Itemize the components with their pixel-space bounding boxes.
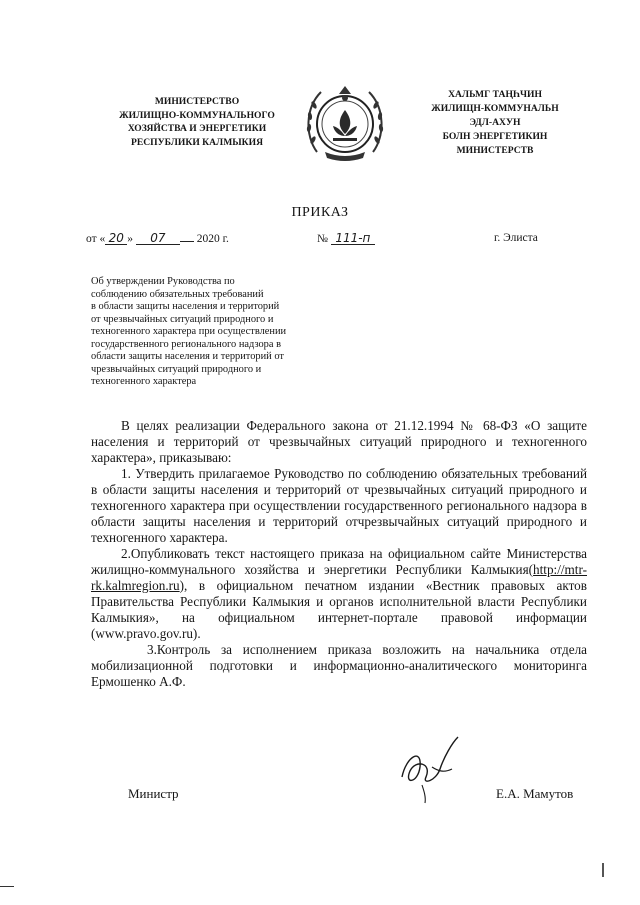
date-mid: » [127,233,133,245]
order-item-3: 3.Контроль за исполнением приказа возложить на начальника отдела мобилизационной подготовки и информационно-аналитического мониторинга Ермошенко А.Ф. [91,642,587,689]
order-date [86,232,229,245]
order-subject: Об утверждении Руководства по соблюдению обязательных требований в области защиты населения и территорий от чрезвычайных ситуаций природного и техногенного характера при осуществлении государственного регионального надзора в области защиты населения и территорий от чрезвычайных ситуаций природного и техногенного характера [91,276,287,387]
number-prefix: № [317,233,328,245]
date-day: 20 [105,232,127,245]
date-year: 2020 г. [196,233,229,245]
document-title: ПРИКАЗ [291,205,349,220]
handwritten-signature-icon [392,727,472,807]
order-intro: В целях реализации Федерального закона от 21.12.1994 № 68-ФЗ «О защите населения и территорий от чрезвычайных ситуаций природного и техногенного характера», приказываю: [91,418,587,465]
order-item-2-text-b: ), в официальном печатном издании «Вестник правовых актов Правительства Республики Калмыкия и органов исполнительной власти Республики Калмыкия», на официальном интернет-портале правовой информации (www.pravo.gov.ru). [91,578,587,641]
number-value: 111-п [331,232,375,245]
signatory-title: Министр [128,786,179,801]
ministry-name-kalmyk: ХАЛЬМГ ТАҢҺЧИН ЖИЛИЩН-КОММУНАЛЬН ЭДЛ-АХУН БОЛН ЭНЕРГЕТИКИН МИНИСТЕРСТВ [431,89,559,156]
scan-edge-mark [0,886,14,887]
order-item-2-text-a: 2.Опубликовать текст настоящего приказа на официальном сайте Министерства жилищно-коммунального хозяйства и энергетики Республики Калмыкия( [91,546,587,577]
order-body [91,418,587,690]
date-prefix: от « [86,233,106,245]
order-number [317,232,375,245]
order-item-1: 1. Утвердить прилагаемое Руководство по соблюдению обязательных требований в области защиты населения и территорий от чрезвычайных ситуаций природного и техногенного характера при осуществлении государственного регионального надзора в области защиты населения и территорий отчрезвычайных ситуаций природного и техногенного характера. [91,466,587,545]
ministry-website-link[interactable]: http://mtr-rk.kalmregion.ru [91,562,587,593]
date-month: 07 [136,232,180,245]
order-item-2 [91,546,587,642]
order-city: г. Элиста [494,232,538,244]
ministry-name-russian: МИНИСТЕРСТВО ЖИЛИЩНО-КОММУНАЛЬНОГО ХОЗЯЙСТВА И ЭНЕРГЕТИКИ РЕСПУБЛИКИ КАЛМЫКИЯ [119,96,275,148]
coat-of-arms-icon [303,80,387,166]
signatory-name: Е.А. Мамутов [496,786,574,801]
scan-artifact [602,863,604,877]
